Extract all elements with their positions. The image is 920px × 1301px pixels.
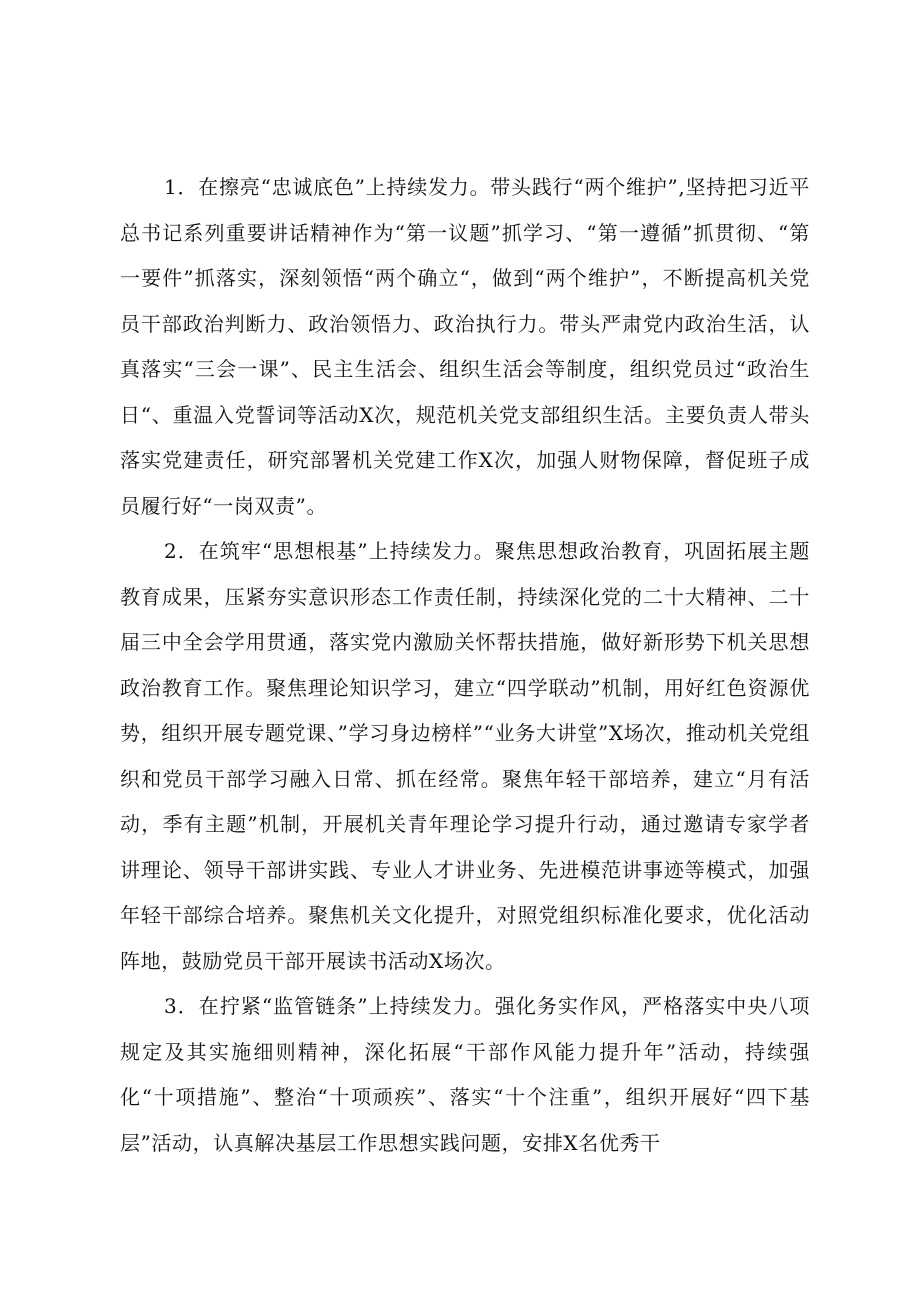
paragraph-1: 1．在擦亮“忠诚底色”上持续发力。带头践行“两个维护”,坚持把习近平总书记系列重要讲话精神作为“第一议题”抓学习、“第一遵循”抓贯彻、“第一要件”抓落实，深刻领悟“两个确立“，做到“两个维护”，不断提高机关党员干部政治判断力、政治领悟力、政治执行力。带头严肃党内政治生活，认真落实“三会一课”、民主生活会、组织生活会等制度，组织党员过“政治生日“、重温入党誓词等活动X次，规范机关党支部组织生活。主要负责人带头落实党建责任，研究部署机关党建工作X次，加强人财物保障，督促班子成员履行好“一岗双责”。: [120, 175, 810, 518]
paragraph-2: 2．在筑牢“思想根基”上持续发力。聚焦思想政治教育，巩固拓展主题教育成果，压紧夯实意识形态工作责任制，持续深化党的二十大精神、二十届三中全会学用贯通，落实党内激励关怀帮扶措施，做好新形势下机关思想政治教育工作。聚焦理论知识学习，建立“四学联动”机制，用好红色资源优势，组织开展专题党课、”学习身边榜样”“业务大讲堂”X场次，推动机关党组织和党员干部学习融入日常、抓在经常。聚焦年轻干部培养，建立“月有活动，季有主题”机制，开展机关青年理论学习提升行动，通过邀请专家学者讲理论、领导干部讲实践、专业人才讲业务、先进模范讲事迹等模式，加强年轻干部综合培养。聚焦机关文化提升，对照党组织标准化要求，优化活动阵地，鼓励党员干部开展读书活动X场次。: [120, 539, 810, 973]
document-body: [120, 165, 810, 1166]
paragraph-3: 3．在拧紧“监管链条”上持续发力。强化务实作风，严格落实中央八项规定及其实施细则精神，深化拓展“干部作风能力提升年”活动，持续强化“十项措施”、整治“十项顽疾”、落实“十个注重”，组织开展好“四下基层”活动，认真解决基层工作思想实践问题，安排X名优秀干: [120, 994, 810, 1155]
